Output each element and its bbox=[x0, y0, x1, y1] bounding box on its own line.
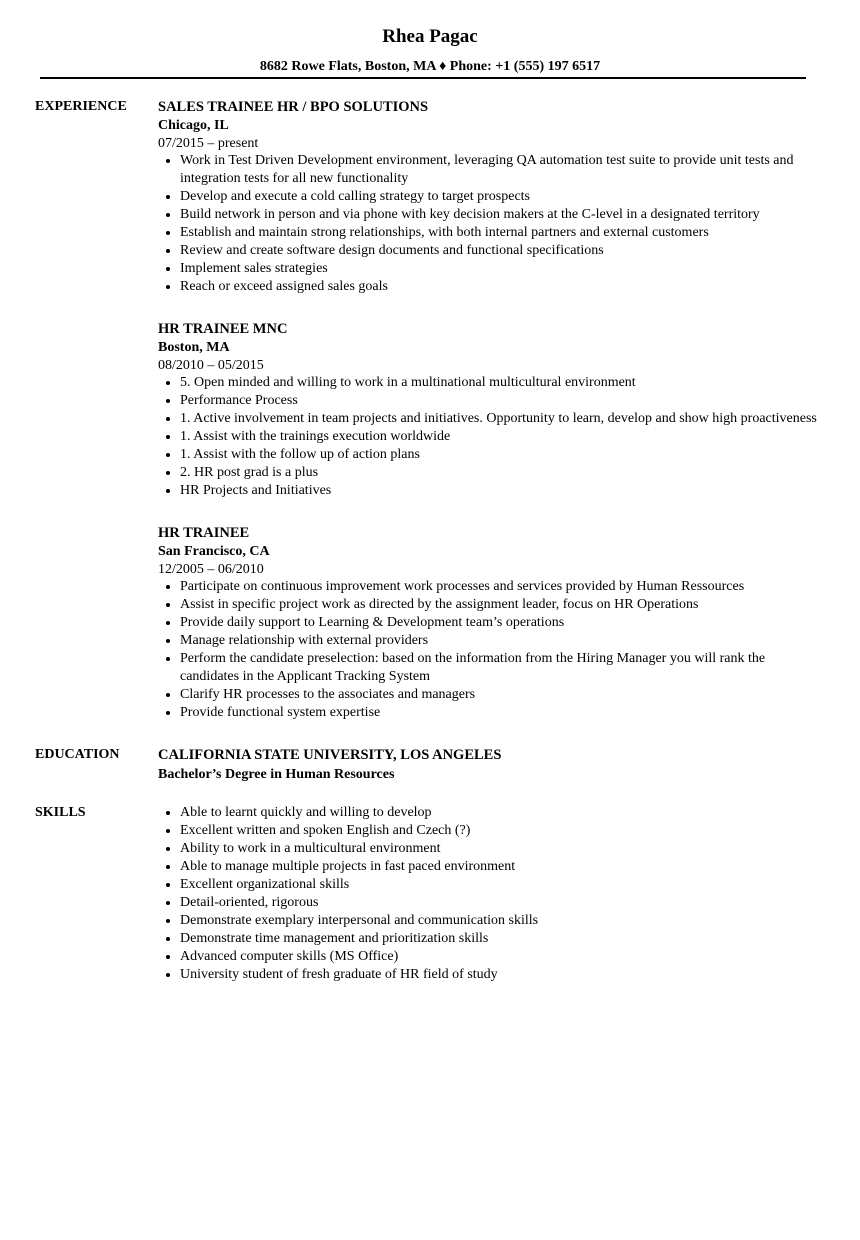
list-item: • Excellent written and spoken English and Czech (?) bbox=[180, 822, 825, 840]
list-item: • Manage relationship with external providers bbox=[180, 632, 825, 650]
education-body bbox=[158, 746, 825, 786]
list-item: • Excellent organizational skills bbox=[180, 876, 825, 894]
job-location: Chicago, IL bbox=[158, 118, 229, 133]
skills-body bbox=[158, 804, 825, 984]
list-item: • Advanced computer skills (MS Office) bbox=[180, 948, 825, 966]
list-item: • 5. Open minded and willing to work in a multinational multicultural environment bbox=[180, 374, 825, 392]
list-item: • Able to manage multiple projects in fast paced environment bbox=[180, 858, 825, 876]
list-item: • Demonstrate exemplary interpersonal and communication skills bbox=[180, 912, 825, 930]
job-entry bbox=[158, 320, 825, 500]
job-dates: 08/2010 – 05/2015 bbox=[158, 358, 264, 373]
job-location: Boston, MA bbox=[158, 340, 230, 355]
list-item: • Performance Process bbox=[180, 392, 825, 410]
resume-content bbox=[35, 98, 825, 984]
list-item: • University student of fresh graduate of HR field of study bbox=[180, 966, 825, 984]
job-entry bbox=[158, 98, 825, 296]
list-item: • Clarify HR processes to the associates and managers bbox=[180, 686, 825, 704]
experience-section bbox=[35, 98, 825, 746]
list-item: • Establish and maintain strong relationships, with both internal partners and external customers bbox=[180, 224, 825, 242]
job-dates: 07/2015 – present bbox=[158, 136, 259, 151]
job-entry bbox=[158, 524, 825, 722]
list-item: • Review and create software design documents and functional specifications bbox=[180, 242, 825, 260]
skills-label: SKILLS bbox=[35, 805, 86, 820]
list-item: • 1. Assist with the trainings execution worldwide bbox=[180, 428, 825, 446]
list-item: • Demonstrate time management and prioritization skills bbox=[180, 930, 825, 948]
list-item: • 1. Active involvement in team projects and initiatives. Opportunity to learn, develop and show high proactiveness bbox=[180, 410, 825, 428]
skills-section bbox=[35, 804, 825, 984]
experience-body bbox=[158, 98, 825, 746]
list-item: • Work in Test Driven Development environment, leveraging QA automation test suite to provide unit tests and integration tests for all new functionality bbox=[180, 152, 825, 188]
list-item: • Build network in person and via phone with key decision makers at the C-level in a designated territory bbox=[180, 206, 825, 224]
experience-label: EXPERIENCE bbox=[35, 99, 127, 114]
education-section bbox=[35, 746, 825, 786]
list-item: • Perform the candidate preselection: based on the information from the Hiring Manager you will rank the candidates in the Applicant Tracking System bbox=[180, 650, 825, 686]
list-item: • Develop and execute a cold calling strategy to target prospects bbox=[180, 188, 825, 206]
list-item: • Ability to work in a multicultural environment bbox=[180, 840, 825, 858]
list-item: • Assist in specific project work as directed by the assignment leader, focus on HR Operations bbox=[180, 596, 825, 614]
education-school: CALIFORNIA STATE UNIVERSITY, LOS ANGELES bbox=[158, 747, 502, 763]
list-item: • 2. HR post grad is a plus bbox=[180, 464, 825, 482]
job-bullets bbox=[158, 578, 825, 722]
job-bullets bbox=[158, 374, 825, 500]
job-location: San Francisco, CA bbox=[158, 544, 270, 559]
job-bullets bbox=[158, 152, 825, 296]
header-divider bbox=[40, 77, 806, 79]
list-item: • 1. Assist with the follow up of action plans bbox=[180, 446, 825, 464]
list-item: • Provide functional system expertise bbox=[180, 704, 825, 722]
list-item: • Detail-oriented, rigorous bbox=[180, 894, 825, 912]
list-item: • Participate on continuous improvement work processes and services provided by Human Ressources bbox=[180, 578, 825, 596]
job-title: HR TRAINEE MNC bbox=[158, 321, 288, 337]
education-degree: Bachelor’s Degree in Human Resources bbox=[158, 767, 395, 782]
job-title: HR TRAINEE bbox=[158, 525, 250, 541]
list-item: • Able to learnt quickly and willing to develop bbox=[180, 804, 825, 822]
education-label: EDUCATION bbox=[35, 747, 120, 762]
list-item: • Implement sales strategies bbox=[180, 260, 825, 278]
skills-list bbox=[158, 804, 825, 984]
list-item: • HR Projects and Initiatives bbox=[180, 482, 825, 500]
resume-name: Rhea Pagac bbox=[382, 26, 478, 47]
contact-line: 8682 Rowe Flats, Boston, MA ♦ Phone: +1 (555) 197 6517 bbox=[259, 59, 601, 74]
list-item: • Provide daily support to Learning & Development team’s operations bbox=[180, 614, 825, 632]
list-item: • Reach or exceed assigned sales goals bbox=[180, 278, 825, 296]
job-title: SALES TRAINEE HR / BPO SOLUTIONS bbox=[158, 99, 429, 115]
job-dates: 12/2005 – 06/2010 bbox=[158, 562, 264, 577]
